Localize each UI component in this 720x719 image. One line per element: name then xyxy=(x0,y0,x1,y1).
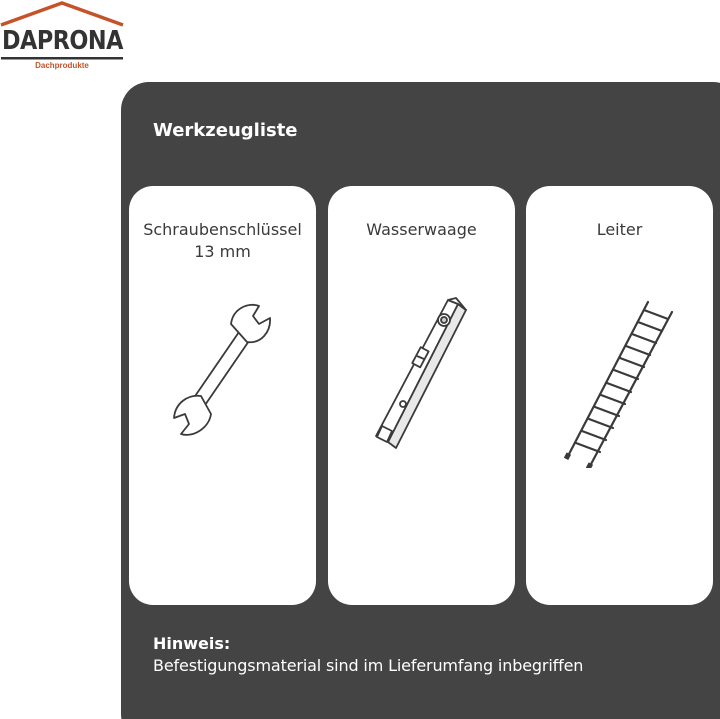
ladder-icon xyxy=(562,298,682,468)
tool-label xyxy=(129,219,316,263)
tool-label-line2: 13 mm xyxy=(194,242,251,261)
tool-label-line1: Schraubenschlüssel xyxy=(143,220,302,239)
spirit-level-icon xyxy=(368,296,478,456)
brand-logo xyxy=(0,0,124,74)
brand-name: DAPRONA xyxy=(2,26,123,56)
tool-label-line1: Wasserwaage xyxy=(366,220,477,239)
brand-subtitle: Dachprodukte xyxy=(35,61,89,70)
note-text: Befestigungsmaterial sind im Lieferumfang inbegriffen xyxy=(153,656,584,675)
wrench-icon xyxy=(169,300,279,440)
tool-label xyxy=(328,219,515,241)
tool-label xyxy=(526,219,713,241)
tool-card-ladder xyxy=(526,186,713,605)
tool-label-line1: Leiter xyxy=(596,220,643,239)
tool-card-wrench xyxy=(129,186,316,605)
note-title: Hinweis: xyxy=(153,634,231,653)
tool-card-spirit-level xyxy=(328,186,515,605)
panel-title: Werkzeugliste xyxy=(153,120,298,141)
